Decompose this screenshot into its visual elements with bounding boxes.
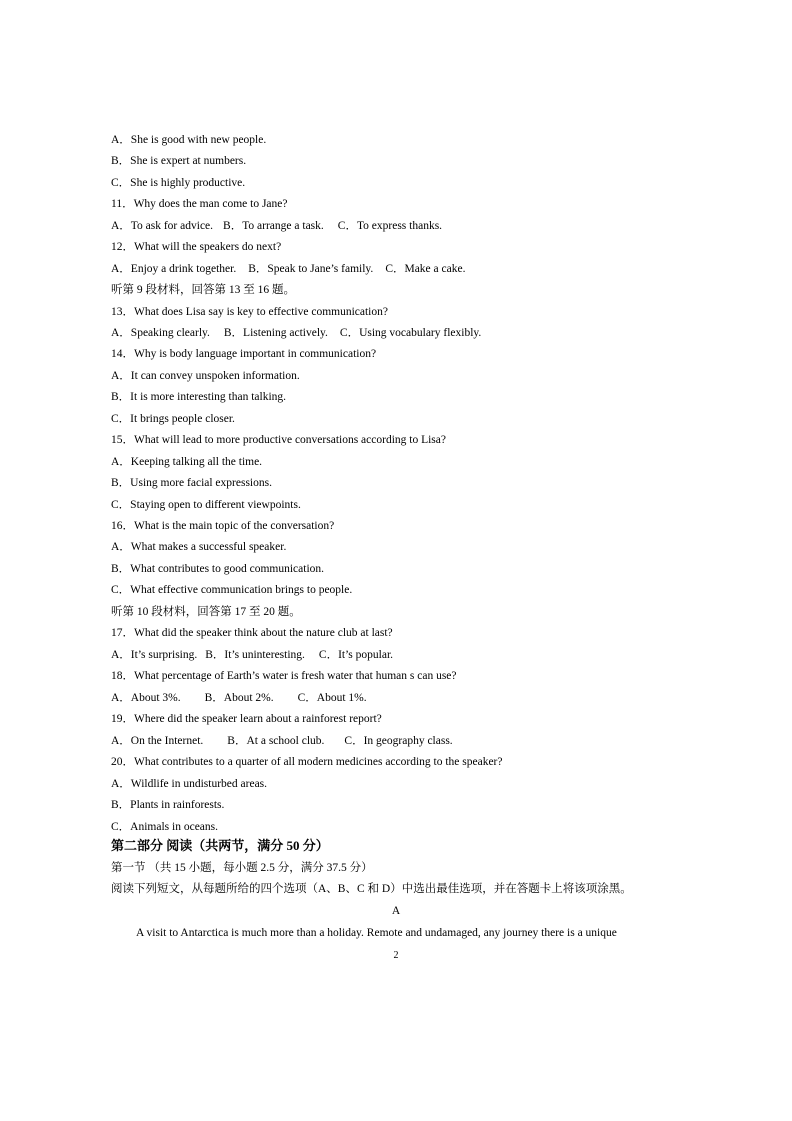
question-19: 19．Where did the speaker learn about a rainforest report?: [111, 713, 382, 725]
reading-instruction: 阅读下列短文，从每题所给的四个选项（A、B、C 和 D）中选出最佳选项，并在答题卡上将该项涂黑。: [111, 883, 632, 895]
material-9-instruction: 听第 9 段材料，回答第 13 至 16 题。: [111, 284, 295, 296]
question-15: 15．What will lead to more productive conversations according to Lisa?: [111, 434, 446, 446]
q18-option-a: A．About 3%.: [111, 692, 181, 704]
page-number: 2: [393, 950, 399, 961]
section-1-heading: 第一节 （共 15 小题，每小题 2.5 分，满分 37.5 分）: [111, 862, 373, 874]
q13-options: [111, 326, 481, 340]
q15-option-c: C．Staying open to different viewpoints.: [111, 499, 301, 511]
material-10-instruction: 听第 10 段材料，回答第 17 至 20 题。: [111, 606, 301, 618]
q10-option-a: A．She is good with new people.: [111, 134, 267, 146]
question-13: 13．What does Lisa say is key to effective communication?: [111, 306, 388, 318]
q13-option-a: A．Speaking clearly.: [111, 327, 210, 339]
question-12: 12．What will the speakers do next?: [111, 241, 282, 253]
q20-option-c: C．Animals in oceans.: [111, 821, 218, 833]
q13-option-b: B．Listening actively.: [223, 327, 328, 339]
question-20: 20．What contributes to a quarter of all modern medicines according to the speaker?: [111, 756, 503, 768]
q13-option-c: C．Using vocabulary flexibly.: [339, 327, 482, 339]
part-2-title: 第二部分 阅读（共两节，满分 50 分）: [111, 838, 329, 853]
q19-options: [111, 734, 453, 748]
q17-option-b: B．It’s uninteresting.: [205, 649, 305, 661]
q14-option-c: C．It brings people closer.: [111, 413, 235, 425]
q19-option-c: C．In geography class.: [344, 735, 453, 747]
q10-option-b: B．She is expert at numbers.: [111, 155, 247, 167]
q17-option-c: C．It’s popular.: [318, 649, 394, 661]
q11-option-a: A．To ask for advice.: [111, 220, 214, 232]
q11-options: [111, 219, 442, 233]
q12-option-b: B．Speak to Jane’s family.: [248, 263, 374, 275]
q12-option-c: C．Make a cake.: [385, 263, 466, 275]
question-18: 18．What percentage of Earth’s water is fresh water that human s can use?: [111, 670, 457, 682]
q15-option-b: B．Using more facial expressions.: [111, 477, 272, 489]
q12-options: [111, 262, 465, 276]
q12-option-a: A．Enjoy a drink together.: [111, 263, 237, 275]
q20-option-a: A．Wildlife in undisturbed areas.: [111, 778, 268, 790]
q19-option-b: B．At a school club.: [227, 735, 325, 747]
q14-option-a: A．It can convey unspoken information.: [111, 370, 300, 382]
q17-options: [111, 648, 393, 662]
q16-option-c: C．What effective communication brings to people.: [111, 584, 353, 596]
q10-option-c: C．She is highly productive.: [111, 177, 246, 189]
q18-option-b: B．About 2%.: [204, 692, 274, 704]
q11-option-b: B．To arrange a task.: [223, 220, 324, 232]
q18-option-c: C．About 1%.: [297, 692, 367, 704]
question-16: 16．What is the main topic of the conversation?: [111, 520, 335, 532]
q16-option-a: A．What makes a successful speaker.: [111, 541, 287, 553]
q20-option-b: B．Plants in rainforests.: [111, 799, 225, 811]
passage-text-line: A visit to Antarctica is much more than a holiday. Remote and undamaged, any journey there is a unique: [136, 927, 617, 939]
q14-option-b: B．It is more interesting than talking.: [111, 391, 287, 403]
passage-label: A: [391, 905, 401, 917]
q11-option-c: C．To express thanks.: [337, 220, 443, 232]
q18-options: [111, 691, 367, 705]
question-14: 14．Why is body language important in communication?: [111, 348, 377, 360]
q17-option-a: A．It’s surprising.: [111, 649, 198, 661]
q19-option-a: A．On the Internet.: [111, 735, 204, 747]
q16-option-b: B．What contributes to good communication.: [111, 563, 325, 575]
question-11: 11．Why does the man come to Jane?: [111, 198, 288, 210]
question-17: 17．What did the speaker think about the nature club at last?: [111, 627, 393, 639]
q15-option-a: A．Keeping talking all the time.: [111, 456, 263, 468]
